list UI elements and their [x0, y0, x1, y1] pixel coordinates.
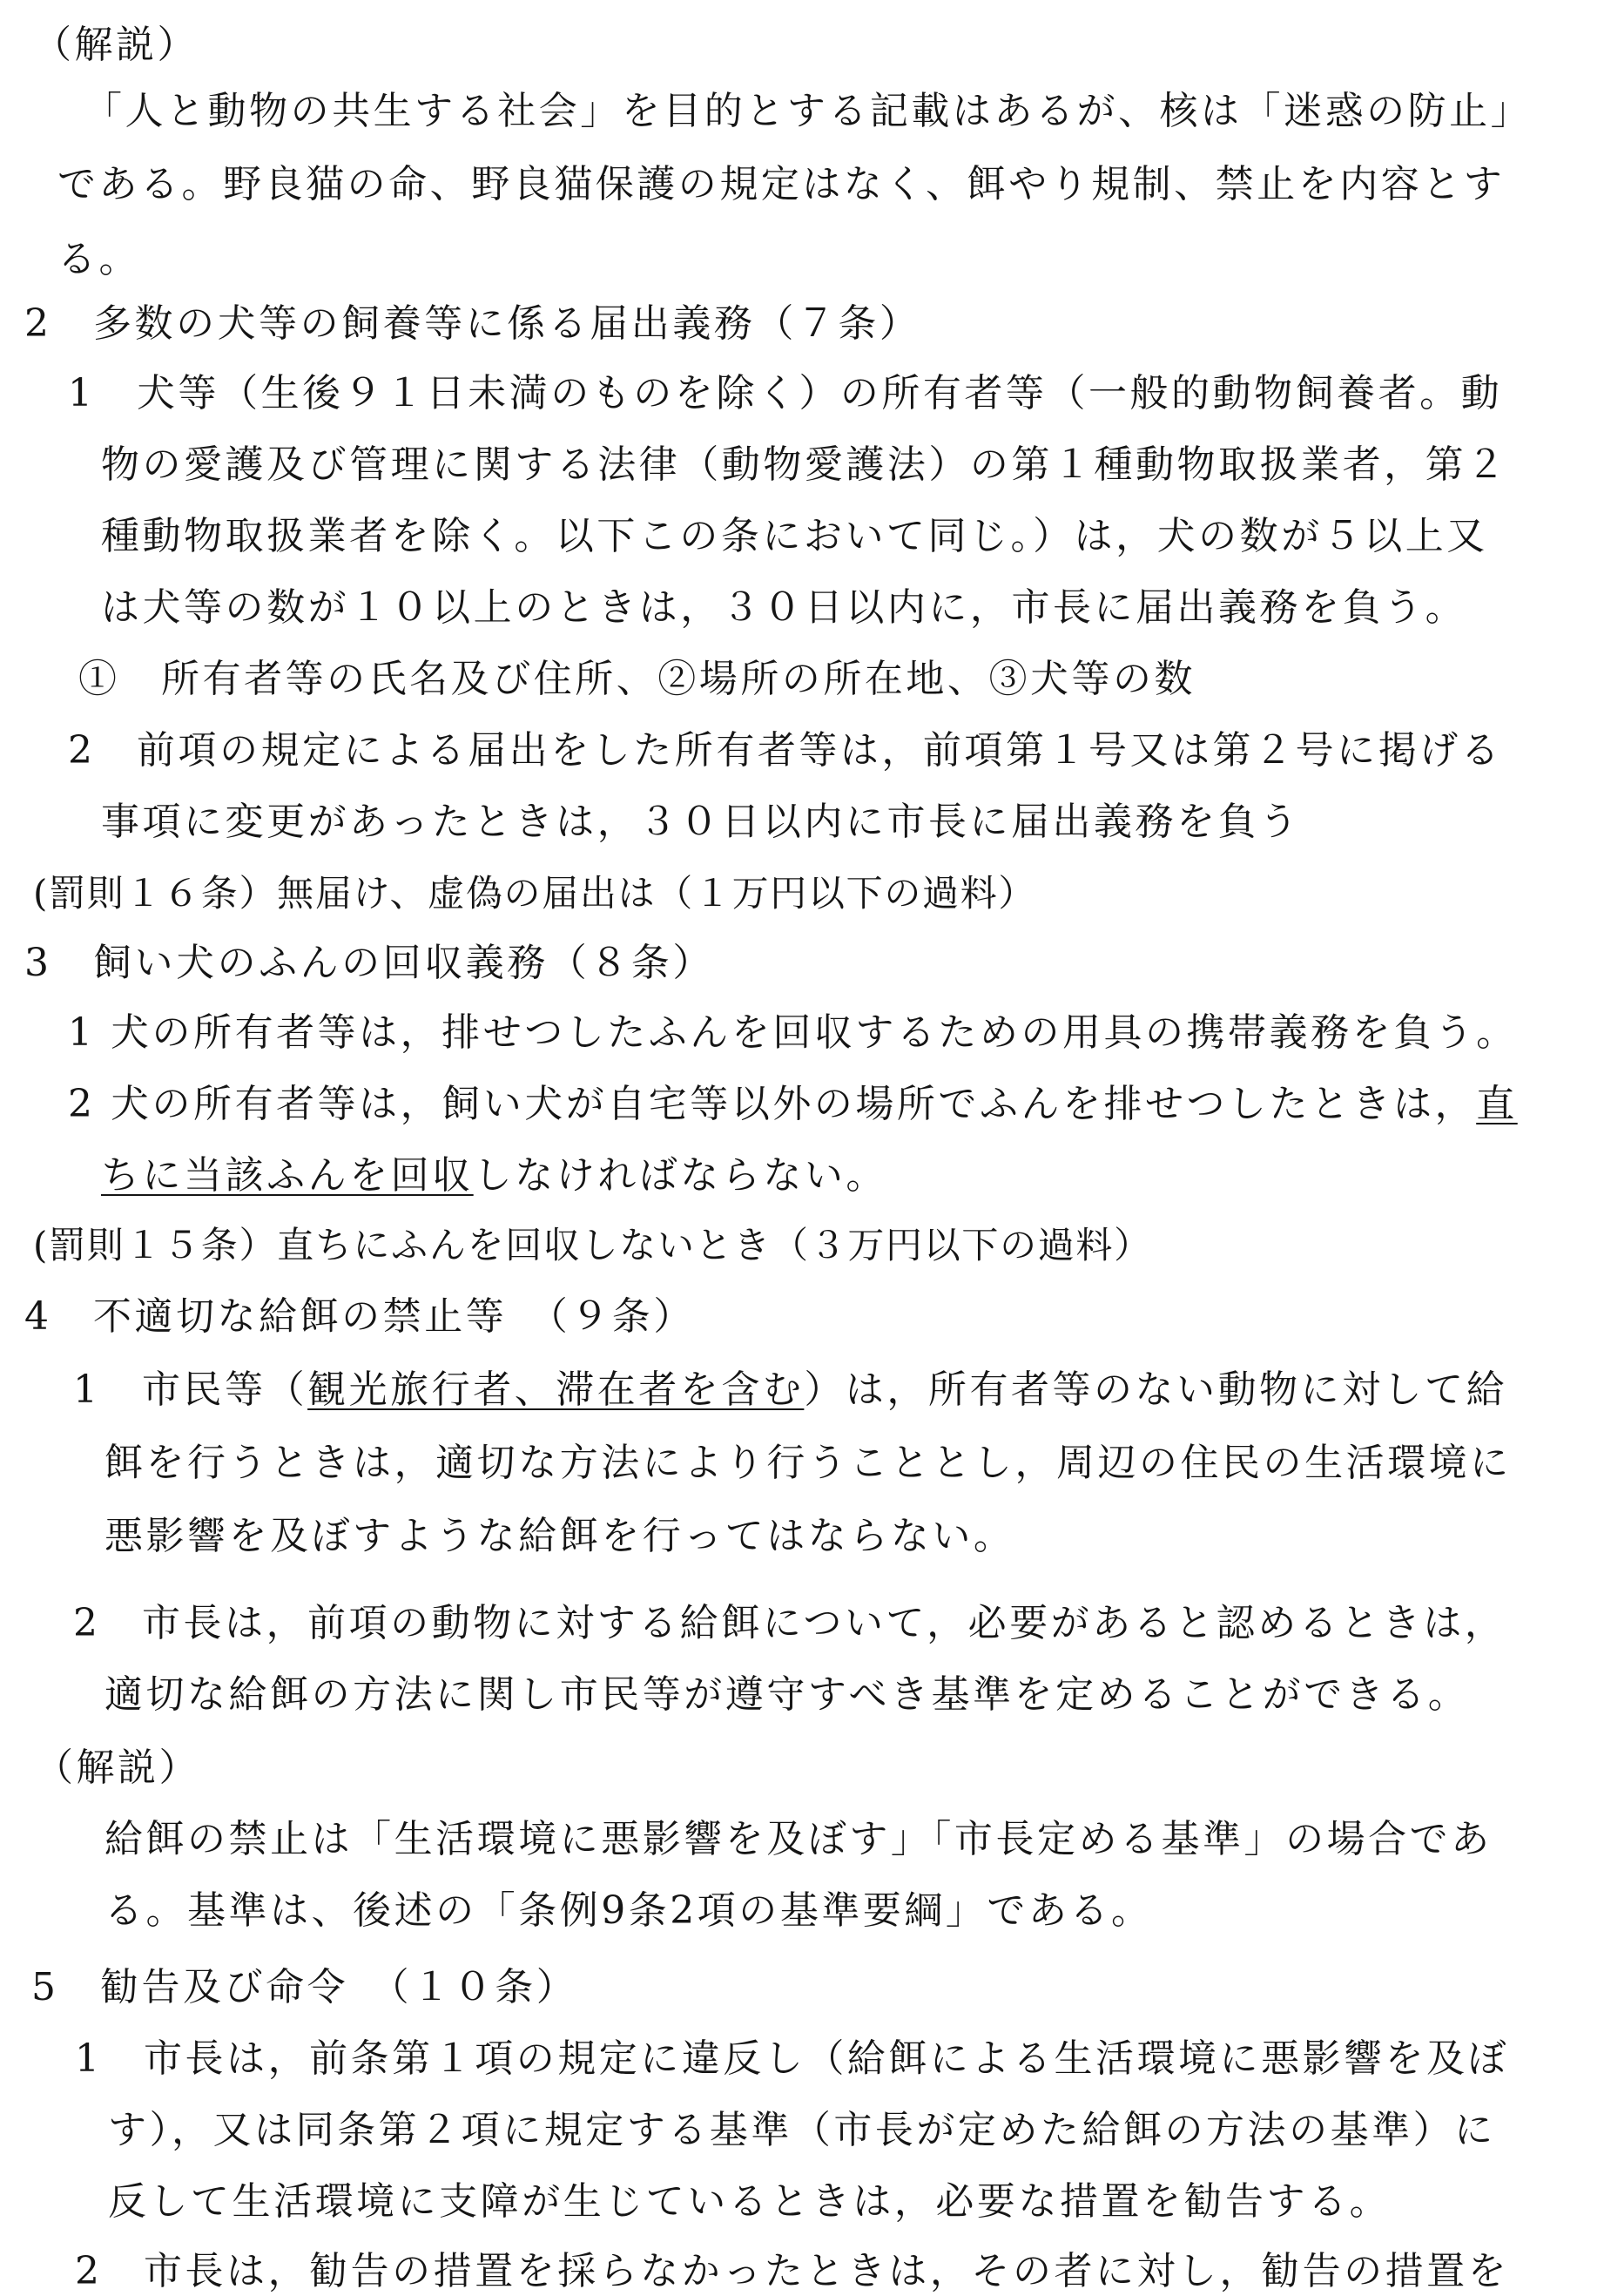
section-heading-2: 2 多数の犬等の飼養等に係る届出義務（７条）: [24, 301, 921, 346]
paragraph-line: 給餌の禁止は「生活環境に悪影響を及ぼす」「市長定める基準」の場合であ: [104, 1817, 1493, 1861]
clause-line: 1 犬等（生後９１日未満のものを除く）の所有者等（一般的動物飼養者。動: [68, 371, 1503, 415]
section-heading-4: 4 不適切な給餌の禁止等 （９条）: [24, 1294, 695, 1339]
commentary-heading: （解説）: [35, 1746, 201, 1790]
section-heading-3: 3 飼い犬のふんの回収義務（８条）: [24, 941, 714, 985]
paragraph-line: 「人と動物の共生する社会」を目的とする記載はあるが、核は「迷惑の防止」: [84, 89, 1533, 133]
enumerated-items: ① 所有者等の氏名及び住所、②場所の所在地、③犬等の数: [78, 657, 1196, 701]
clause-text: 2 犬の所有者等は，飼い犬が自宅等以外の場所でふんを排せつしたときは，: [68, 1082, 1477, 1126]
clause-line: す），又は同条第２項に規定する基準（市長が定めた給餌の方法の基準）に: [108, 2108, 1496, 2152]
clause-line: 2 市長は，勧告の措置を採らなかったときは，その者に対し，勧告の措置を: [75, 2249, 1510, 2293]
clause-line: 物の愛護及び管理に関する法律（動物愛護法）の第１種動物取扱業者，第２: [101, 442, 1508, 487]
clause-line: 適切な給餌の方法に関し市民等が遵守すべき基準を定めることができる。: [104, 1672, 1470, 1717]
clause-text: 1 市民等（: [73, 1367, 308, 1412]
underlined-text: 直: [1476, 1082, 1518, 1126]
paragraph-line: る。: [57, 237, 141, 281]
clause-line: 反して生活環境に支障が生じているときは，必要な措置を勧告する。: [108, 2179, 1392, 2224]
penalty-note: (罰則１５条）直ちにふんを回収しないとき（３万円以下の過料）: [33, 1224, 1152, 1266]
paragraph-line: る。基準は、後述の「条例9条2項の基準要綱」である。: [104, 1888, 1153, 1933]
clause-line: 2 市長は，前項の動物に対する給餌について，必要があると認めるときは，: [73, 1601, 1506, 1645]
underlined-text: ちに当該ふんを回収: [101, 1153, 474, 1198]
penalty-note: (罰則１６条）無届け、虚偽の届出は（１万円以下の過料）: [33, 872, 1037, 915]
clause-line: 1 犬の所有者等は，排せつしたふんを回収するための用具の携帯義務を負う。: [68, 1010, 1518, 1055]
clause-text: ）は，所有者等のない動物に対して給: [804, 1367, 1508, 1412]
clause-line: 悪影響を及ぼすような給餌を行ってはならない。: [104, 1514, 1015, 1558]
clause-line: 餌を行うときは，適切な方法により行うこととし，周辺の住民の生活環境に: [104, 1441, 1512, 1485]
clause-line: 2 前項の規定による届出をした所有者等は，前項第１号又は第２号に掲げる: [68, 728, 1503, 773]
clause-line: 種動物取扱業者を除く。以下この条において同じ。）は，犬の数が５以上又: [101, 514, 1488, 558]
clause-line: [68, 1080, 1518, 1129]
clause-line: [101, 1151, 887, 1200]
clause-line: は犬等の数が１０以上のときは，３０日以内に，市長に届出義務を負う。: [101, 585, 1467, 630]
clause-line: [73, 1366, 1507, 1415]
commentary-heading: （解説）: [33, 23, 199, 67]
clause-line: 1 市長は，前条第１項の規定に違反し（給餌による生活環境に悪影響を及ぼ: [75, 2036, 1510, 2081]
underlined-text: 観光旅行者、滞在者を含む: [307, 1367, 805, 1412]
clause-text: しなければならない。: [473, 1153, 887, 1198]
section-heading-5: 5 勧告及び命令 （１０条）: [31, 1965, 578, 2009]
paragraph-line: である。野良猫の命、野良猫保護の規定はなく、餌やり規制、禁止を内容とす: [57, 162, 1506, 206]
clause-line: 事項に変更があったときは，３０日以内に市長に届出義務を負う: [101, 800, 1301, 844]
